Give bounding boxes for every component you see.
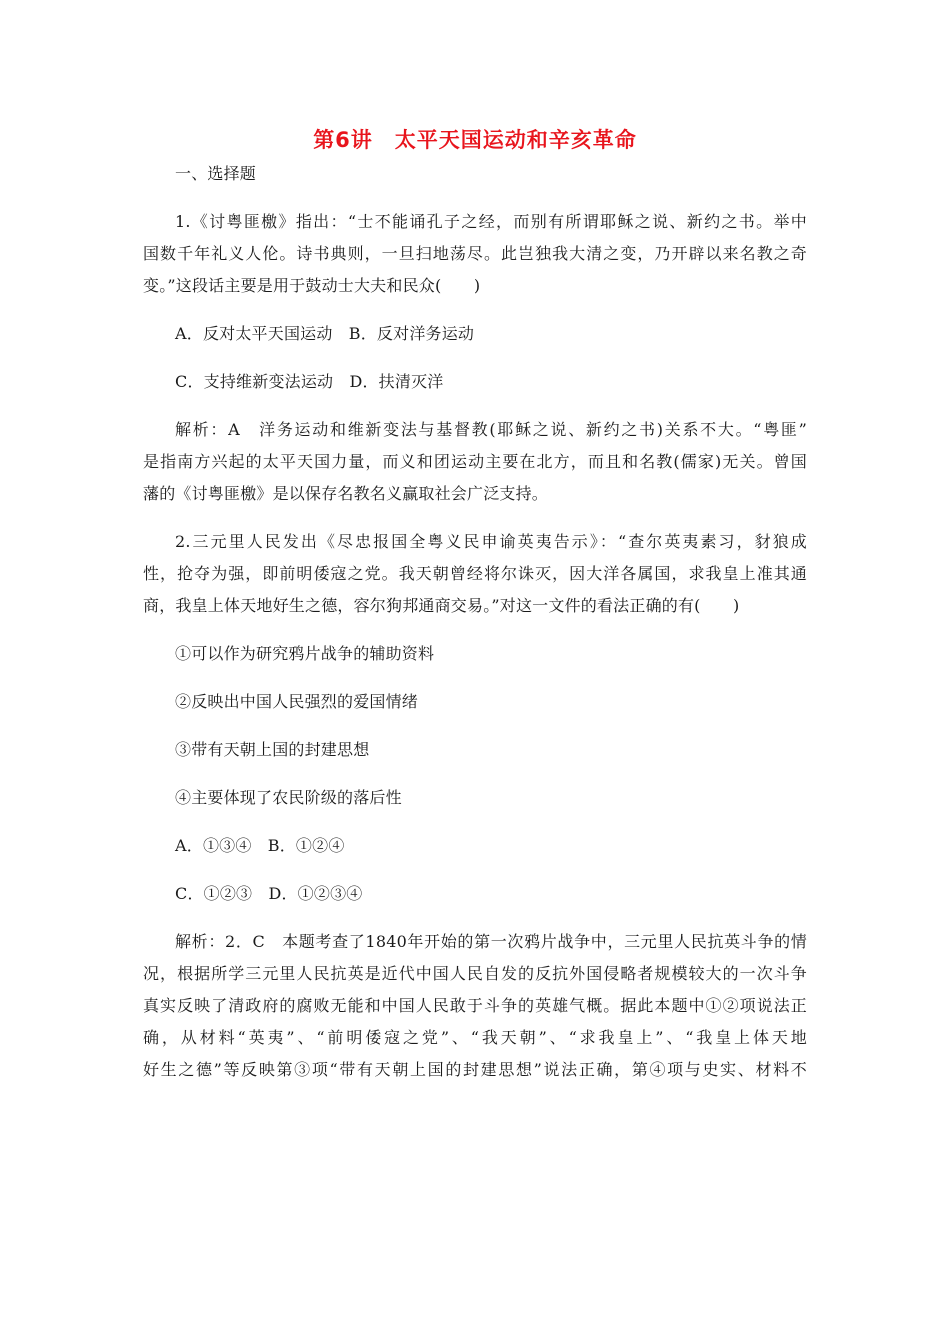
statement-item: ②反映出中国人民强烈的爱国情绪 [175,692,419,711]
analysis-line: 好生之德”等反映第③项“带有天朝上国的封建思想”说法正确，第④项与史实、材料不 [143,1060,807,1079]
analysis-line: 确，从材料“英夷”、“前明倭寇之党”、“我天朝”、“求我皇上”、“我皇上体天地 [143,1028,807,1047]
question-line: 商，我皇上体天地好生之德，容尔狗邦通商交易。”对这一文件的看法正确的有( ) [143,596,740,615]
document-body [143,158,807,1086]
statement-item: ③带有天朝上国的封建思想 [175,740,370,759]
question-1 [143,206,807,510]
statement-item: ①可以作为研究鸦片战争的辅助资料 [175,644,435,663]
analysis-line: 解析：2．C 本题考查了1840年开始的第一次鸦片战争中，三元里人民抗英斗争的情 [175,932,807,951]
question-line: 1.《讨粤匪檄》指出：“士不能诵孔子之经，而别有所谓耶稣之说、新约之书。举中 [175,212,807,231]
question-line: 国数千年礼义人伦。诗书典则，一旦扫地荡尽。此岂独我大清之变，乃开辟以来名教之奇 [143,244,807,263]
options-ab: A．①③④ B．①②④ [175,836,345,855]
question-line: 2.三元里人民发出《尽忠报国全粤义民申谕英夷告示》：“查尔英夷素习，豺狼成 [175,532,807,551]
section-heading: 一、选择题 [175,164,257,183]
question-line: 性，抢夺为强，即前明倭寇之党。我天朝曾经将尔诛灭，因大洋各属国，求我皇上准其通 [143,564,807,583]
analysis-line: 解析：A 洋务运动和维新变法与基督教(耶稣之说、新约之书)关系不大。“粤匪” [175,420,807,439]
analysis-line: 况，根据所学三元里人民抗英是近代中国人民自发的反抗外国侵略者规模较大的一次斗争 [143,964,807,983]
options-ab: A．反对太平天国运动 B．反对洋务运动 [175,324,475,343]
analysis-line: 是指南方兴起的太平天国力量，而义和团运动主要在北方，而且和名教(儒家)无关。曾国 [143,452,807,471]
statement-item: ④主要体现了农民阶级的落后性 [175,788,402,807]
analysis-line: 藩的《讨粤匪檄》是以保存名教名义赢取社会广泛支持。 [143,484,549,503]
page-title: 第6讲 太平天国运动和辛亥革命 [313,128,637,152]
options-cd: C．①②③ D．①②③④ [175,884,363,903]
question-line: 变。”这段话主要是用于鼓动士大夫和民众( ) [143,276,481,295]
analysis-line: 真实反映了清政府的腐败无能和中国人民敢于斗争的英雄气概。据此本题中①②项说法正 [143,996,807,1015]
options-cd: C．支持维新变法运动 D．扶清灭洋 [175,372,444,391]
question-2 [143,526,807,1086]
